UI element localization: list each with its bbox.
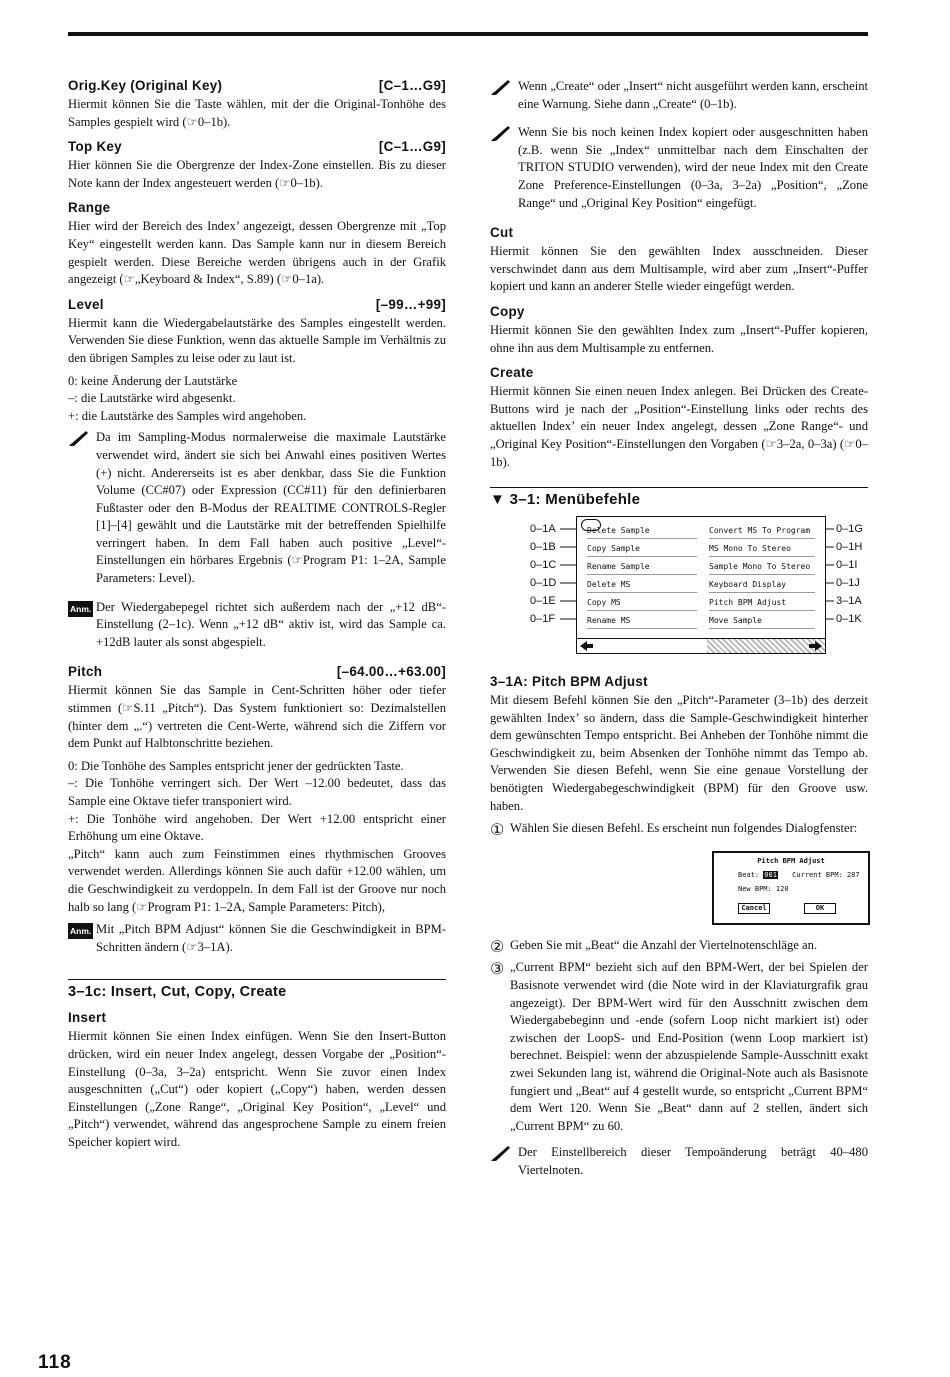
menu-callout: 0–1I xyxy=(836,559,858,572)
menu-panel xyxy=(576,516,826,654)
option-plus: +: Die Tonhöhe wird angehoben. Der Wert +12.00 entspricht einer Erhöhung um eine Oktave. xyxy=(68,811,446,844)
option-zero: 0: Die Tonhöhe des Samples entspricht jener der gedrückten Taste. xyxy=(68,758,404,773)
menu-item[interactable]: Rename Sample xyxy=(587,559,697,575)
paragraph: Hiermit können Sie den gewählten Index zum „Insert“-Puffer kopieren, ohne ihn aus dem Multisample zu entfernen. xyxy=(490,322,868,355)
paragraph: Hiermit können Sie einen Index einfügen. Wenn Sie den Insert-Button drücken, wird ein neuer Index angelegt, dessen Vorgabe der „Position“-Einstellung (0–3a, 3–2a) entspricht. Wenn Sie zuvor einen Index ausgeschnitten („Cut“) oder kopiert („Copy“) haben, werden dessen Einstellungen („Zone Range“, „Original Key Position“, „Level“ und „Pitch“) verwendet, während das angesprochene Sample zu einem freien Speicher kopiert wird. xyxy=(68,1029,446,1149)
dialog-title: Pitch BPM Adjust xyxy=(757,856,825,865)
page-number: 118 xyxy=(38,1352,72,1373)
menu-item[interactable]: Copy MS xyxy=(587,595,697,611)
menu-item[interactable]: Pitch BPM Adjust xyxy=(709,595,815,611)
heading-level: Level [–99…+99] xyxy=(68,296,446,312)
option-minus: –: Die Tonhöhe verringert sich. Der Wert –12.00 bedeutet, dass das Sample eine Oktave tiefer transponiert wird. xyxy=(68,776,446,808)
paragraph: Hiermit können Sie die Taste wählen, mit der die Original-Tonhöhe des Samples gespielt wird (☞0–1b). xyxy=(68,97,446,129)
menu-item[interactable]: Sample Mono To Stereo xyxy=(709,559,815,575)
paragraph: Mit diesem Befehl können Sie den „Pitch“-Parameter (3–1b) des derzeit gewählten Index’ so ändern, dass die Sample-Geschwindigkeit hinterher dem gewünschten Tempo entspricht. Bei Anheben der Tonhöhe nimmt die Geschwindigkeit zu, beim Absenken der Tonhöhe nimmt das Tempo ab. Verwenden Sie diesen Befehl, wenn Sie eine genaue Vorstellung der benötigten Wiedergabegeschwindigkeit (BPM) für den Groove usw. haben. xyxy=(490,693,868,813)
beat-field[interactable]: 001 xyxy=(764,870,777,879)
menu-callout: 0–1H xyxy=(836,541,863,554)
anm-block: Anm. Der Wiedergabepegel richtet sich außerdem nach der „+12 dB“-Einstellung (2–1c). Wenn „+12 dB“ aktiv ist, wird das Sample ca. +12dB lauter als sonst abgespielt. xyxy=(70,599,446,649)
menu-item[interactable]: Delete MS xyxy=(587,577,697,593)
heading-bpm: 3–1A: Pitch BPM Adjust xyxy=(490,674,648,690)
paragraph: Hier können Sie die Obergrenze der Index-Zone einstellen. Bis zu dieser Note kann der Index angesteuert werden (☞0–1b). xyxy=(68,158,446,190)
option-minus: –: die Lautstärke wird abgesenkt. xyxy=(68,391,236,406)
heading-pitch: Pitch [–64.00…+63.00] xyxy=(68,664,446,680)
pencil-icon xyxy=(490,124,518,217)
note-block: Da im Sampling-Modus normalerweise die maximale Lautstärke verwendet wird, ändert sie sich bei Anwahl eines positiven Wertes (+) nicht. Andererseits ist es aber denkbar, dass Sie die Funktion Volume (CC#07) oder Expression (CC#11) für den definierbaren Fußtaster oder den B-Modus der REALTIME CONTROLS-Regler [1]–[4] gewählt und die Lautstärke mit der betreffenden Spielhilfe verringert haben. In dem Fall haben auch positive „Level“-Einstellungen ein hörbares Ergebnis (☞Program P1: 1–2A, Sample Parameters: Level). xyxy=(68,429,446,592)
heading-origkey: Orig.Key (Original Key) [C–1…G9] xyxy=(68,78,446,93)
menu-item[interactable]: Keyboard Display xyxy=(709,577,815,593)
note-block: Der Einstellbereich dieser Tempoänderung beträgt 40–480 Viertelnoten. xyxy=(490,1144,868,1184)
menu-item[interactable]: Copy Sample xyxy=(587,541,697,557)
heading-copy: Copy xyxy=(490,303,525,319)
menu-callout: 3–1A xyxy=(836,595,862,608)
pencil-icon xyxy=(68,429,96,592)
right-column xyxy=(490,78,868,1191)
paragraph: Hier wird der Bereich des Index’ angezeigt, dessen Obergrenze mit „Top Key“ eingestellt werden kann. Das Sample kann nur in diesem Bereich gespielt werden. Diese Bereiche werden übrigens auch in der Grafik angezeigt (☞„Keyboard & Index“, S.89) (☞0–1a). xyxy=(68,219,446,287)
option-plus: +: die Lautstärke des Samples wird angehoben. xyxy=(68,408,307,423)
step-3: ③ „Current BPM“ bezieht sich auf den BPM-Wert, der bei Spielen der Basisnote verwendet wird (die Note wird in der Klaviaturgrafik grau angezeigt). Der BPM-Wert wird für den Ausschnitt zwischen dem Wiedergabebeginn und -ende (sofern Loop nicht markiert ist) oder zwischen der LoopS- und End-Position (wenn Loop markiert ist) berechnet. Beispiel: wenn der abzuspielende Sample-Ausschnitt exakt zwei Sekunden lang ist, während die Original-Note auch als Basisnote fungiert und „Beat“ auf 4 gestellt wurde, so entspricht „Current BPM“ dem Wert 120. Wenn Sie „Beat“ dann auf 2 stellen, ändert sich „Current BPM“ zu 60. xyxy=(490,960,868,1133)
menu-item[interactable]: Rename MS xyxy=(587,613,697,629)
section-heading: 3–1c: Insert, Cut, Copy, Create xyxy=(68,979,446,1000)
heading-topkey: Top Key [C–1…G9] xyxy=(68,139,446,155)
step-1: ① Wählen Sie diesen Befehl. Es erscheint nun folgendes Dialogfenster: xyxy=(490,821,858,840)
menu-callout: 0–1C xyxy=(530,559,557,572)
section-heading: ▼ 3–1: Menübefehle xyxy=(490,487,868,508)
menu-callout: 0–1G xyxy=(836,523,863,536)
current-bpm: Current BPM: 287 xyxy=(792,870,860,879)
heading-create: Create xyxy=(490,365,534,381)
pencil-icon xyxy=(490,1144,518,1184)
menu-callout: 0–1A xyxy=(530,523,556,536)
cancel-button[interactable]: Cancel xyxy=(738,903,770,914)
anm-badge: Anm. xyxy=(68,923,93,939)
note-block: Wenn Sie bis noch keinen Index kopiert oder ausgeschnitten haben (z.B. wenn Sie „Index“ unmittelbar nach dem Einschalten der TRITON STUDIO verwenden), wird der neue Index mit den Create Zone Preference-Einstellungen (0–3a, 3–2a) „Position“, „Zone Range“ und „Original Key Position“ eingefügt. xyxy=(490,124,868,217)
paragraph: „Pitch“ kann auch zum Feinstimmen eines rhythmischen Grooves verwendet werden. Allerdings können Sie auch dafür +12.00 wählen, um die Geschwindigkeit zu verdoppeln. In dem Fall ist der Groove nur noch halb so lang (☞Program P1: 1–2A, Sample Parameters: Pitch), xyxy=(68,846,446,914)
menu-item[interactable]: Delete Sample xyxy=(587,523,697,539)
arrow-right-icon[interactable] xyxy=(809,641,822,651)
new-bpm: New BPM: 120 xyxy=(738,884,789,893)
menu-item[interactable]: Convert MS To Program xyxy=(709,523,815,539)
anm-block: Anm. Mit „Pitch BPM Adjust“ können Sie die Geschwindigkeit in BPM-Schritten ändern (☞3–1A). xyxy=(70,922,446,954)
option-zero: 0: keine Änderung der Lautstärke xyxy=(68,373,238,388)
menu-callout: 0–1K xyxy=(836,613,862,626)
paragraph: Hiermit können Sie das Sample in Cent-Schritten höher oder tiefer stimmen (☞S.11 „Pitch“). Das System funktioniert so: Dezimalstellen (hinter dem „.“) vertreten die Cent-Werte, während sich die Ziffern vor dem Punkt auf Halbtonschritte beziehen. xyxy=(68,683,446,751)
paragraph: Hiermit können Sie den gewählten Index ausschneiden. Dieser verschwindet dann aus dem Multisample, wird aber zum „Insert“-Puffer kopiert und kann an anderer Stelle wieder eingefügt werden. xyxy=(490,244,868,294)
heading-insert: Insert xyxy=(68,1010,107,1026)
menu-item[interactable]: Move Sample xyxy=(709,613,815,629)
beat-label: Beat: xyxy=(738,870,760,879)
menu-callout: 0–1E xyxy=(530,595,556,608)
pencil-icon xyxy=(490,78,518,118)
menu-callout: 0–1D xyxy=(530,577,557,590)
left-column xyxy=(68,78,446,1157)
note-block: Wenn „Create“ oder „Insert“ nicht ausgeführt werden kann, erscheint eine Warnung. Siehe dann „Create“ (0–1b). xyxy=(490,78,868,118)
ok-button[interactable]: OK xyxy=(804,903,836,914)
anm-badge: Anm. xyxy=(68,601,93,617)
menu-callout: 0–1J xyxy=(836,577,860,590)
bpm-dialog xyxy=(712,851,870,925)
menu-scrollbar[interactable] xyxy=(577,638,825,653)
paragraph: Hiermit können Sie einen neuen Index anlegen. Bei Drücken des Create-Buttons wird je nach der „Position“-Einstellung links oder rechts des aktuellen Index’ ein neuer Index angelegt, dessen „Zone Range“- und „Original Key Position“-Einstellungen den Vorgaben (☞3–2a, 0–3a) (☞0–1b). xyxy=(490,384,868,469)
menu-callout: 0–1F xyxy=(530,613,556,626)
paragraph: Hiermit kann die Wiedergabelautstärke des Samples eingestellt werden. Verwenden Sie diese Funktion, wenn das aktuelle Sample im Verhältnis zu den übrigen Samples zu leise oder zu laut ist. xyxy=(68,315,446,365)
step-2: ② Geben Sie mit „Beat“ die Anzahl der Viertelnotenschläge an. xyxy=(490,937,818,956)
heading-cut: Cut xyxy=(490,225,514,241)
top-rule xyxy=(68,32,868,36)
heading-range: Range xyxy=(68,200,111,216)
menu-callout: 0–1B xyxy=(530,541,556,554)
menu-diagram xyxy=(490,516,868,656)
menu-item[interactable]: MS Mono To Stereo xyxy=(709,541,815,557)
